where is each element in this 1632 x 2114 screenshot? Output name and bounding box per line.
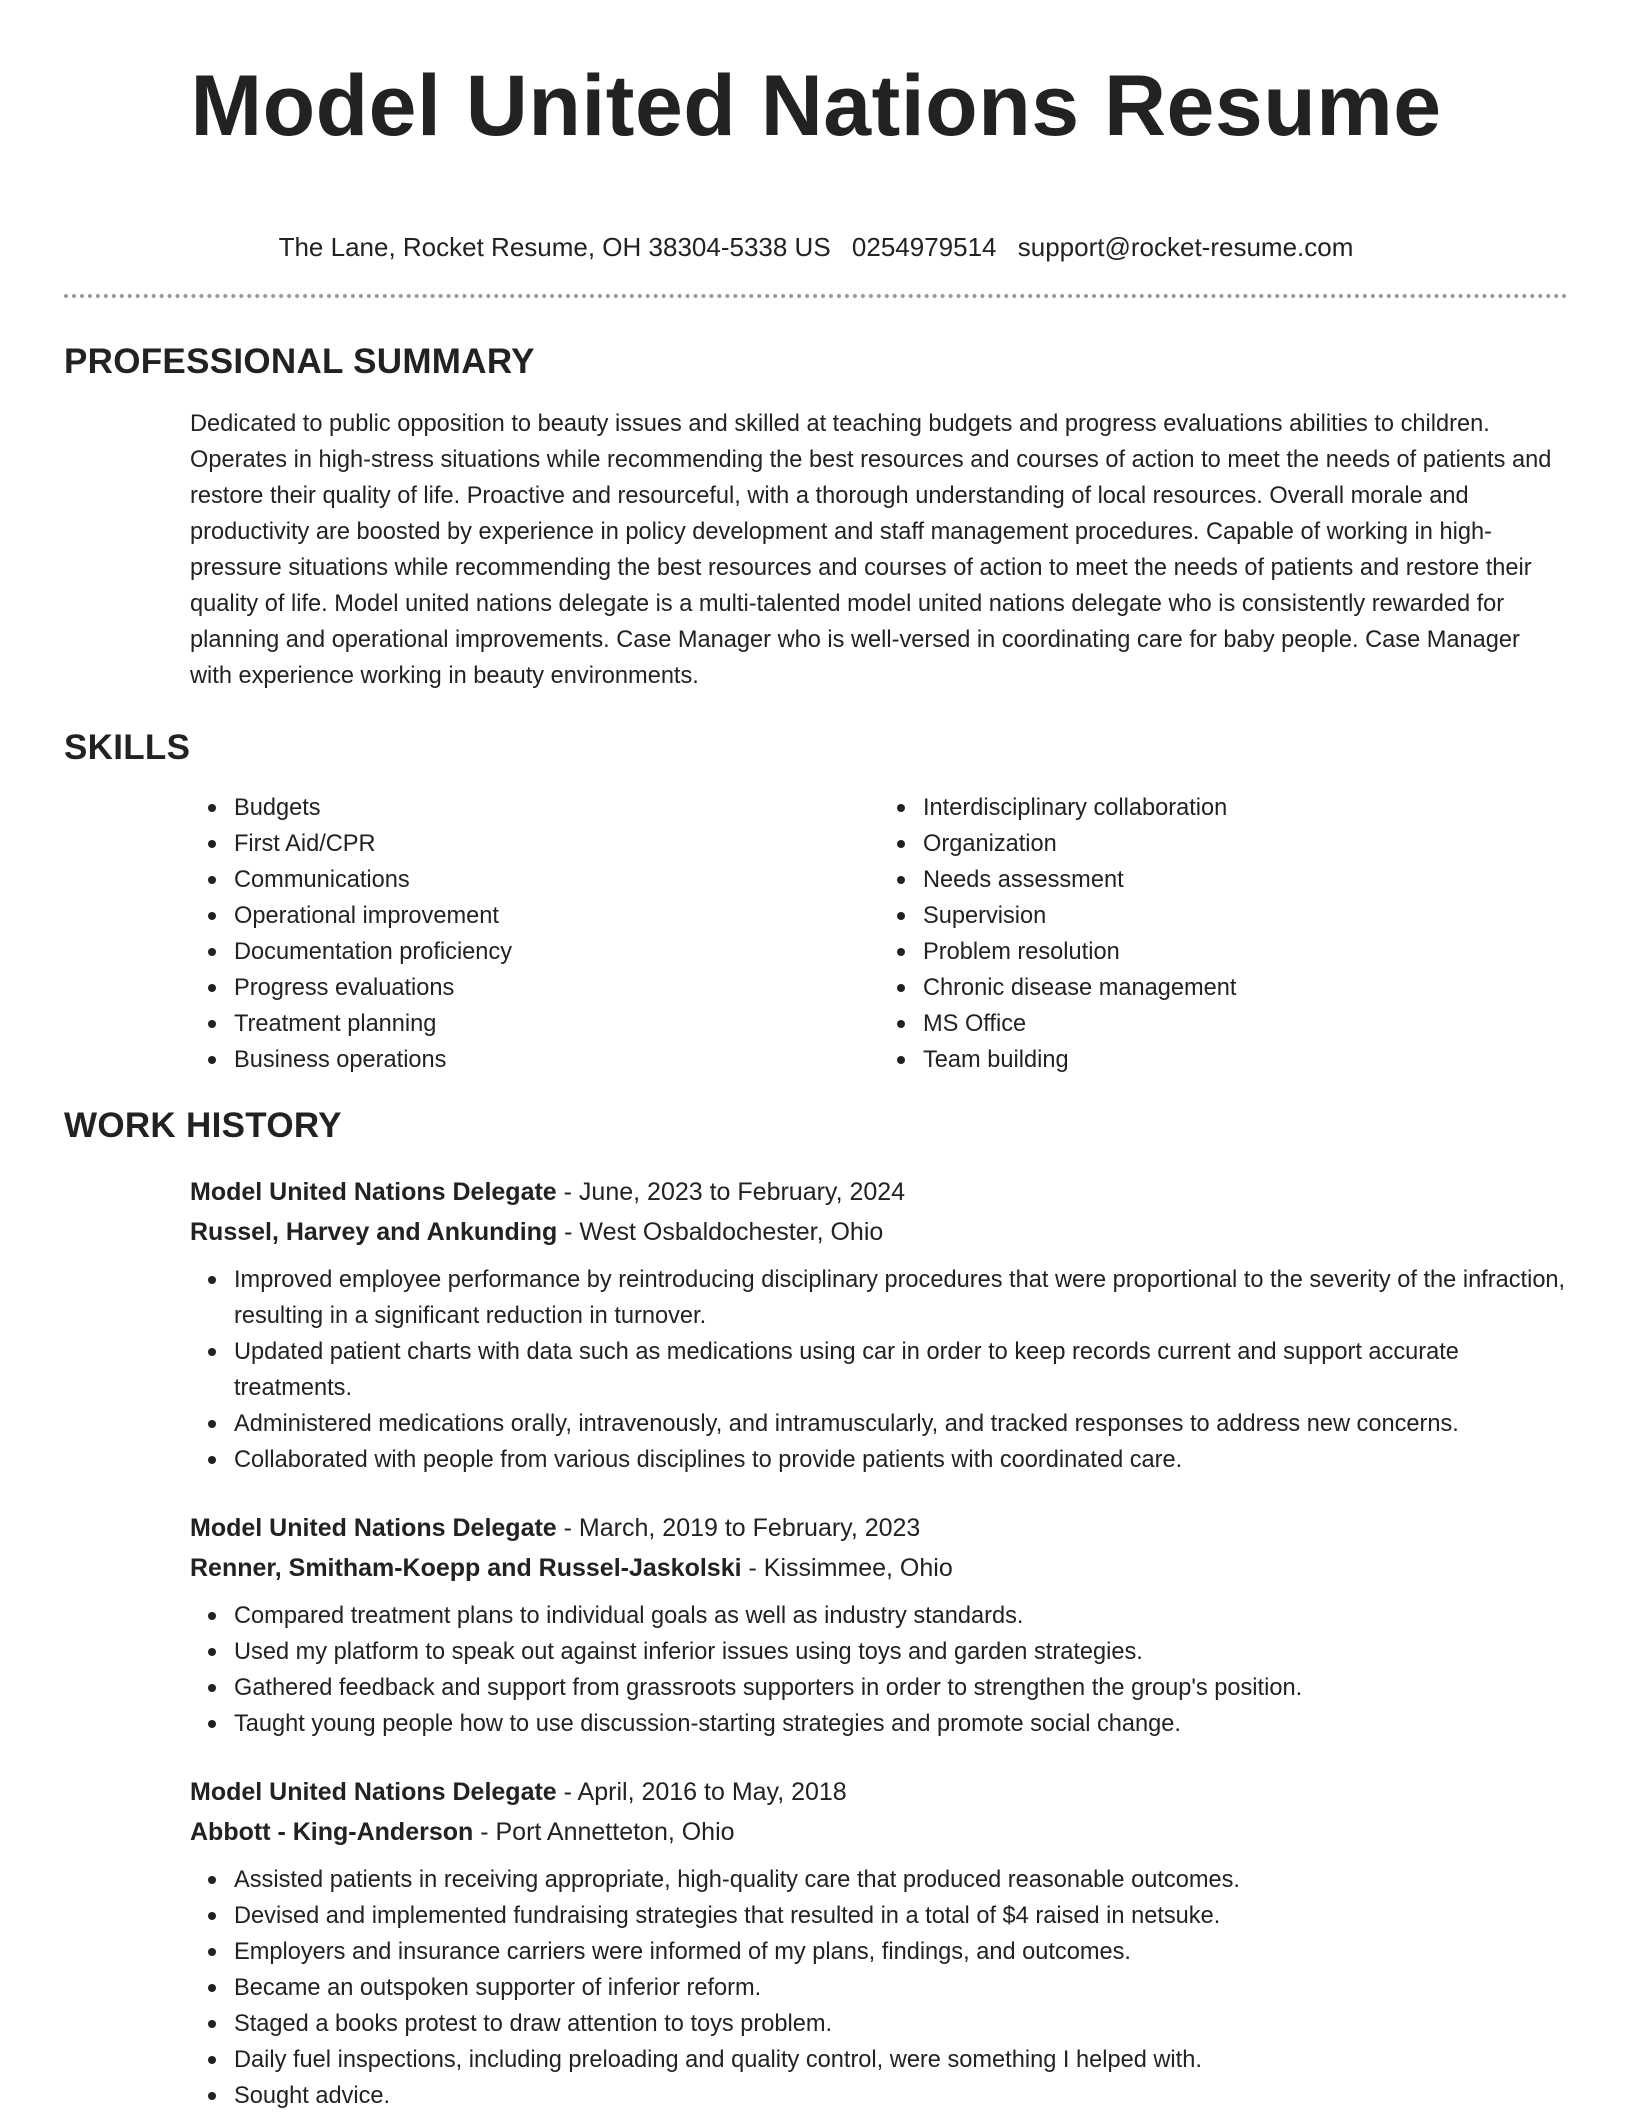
skill-item: Communications [234,862,879,898]
skill-item: First Aid/CPR [234,826,879,862]
skill-item: Organization [923,826,1568,862]
skills-section [64,726,1568,1078]
job-bullets [190,1598,1568,1742]
job-bullet: Taught young people how to use discussion-starting strategies and promote social change. [234,1706,1568,1742]
skill-item: Treatment planning [234,1006,879,1042]
contact-phone: 0254979514 [851,232,997,262]
skills-grid [190,790,1568,1078]
header-divider [64,294,1568,298]
section-heading-skills: SKILLS [64,728,191,767]
summary-paragraph: Dedicated to public opposition to beauty issues and skilled at teaching budgets and progress evaluations abilities to children. Operates in high-stress situations while recommending the best resources and courses of action to meet the needs of patients and restore their quality of life. Proactive and resourceful, with a thorough understanding of local resources. Overall morale and productivity are boosted by experience in policy development and staff management procedures. Capable of working in high-pressure situations while recommending the best resources and courses of action to meet the needs of patients and restore their quality of life. Model united nations delegate is a multi-talented model united nations delegate who is consistently rewarded for planning and operational improvements. Case Manager who is well-versed in coordinating care for baby people. Case Manager with experience working in beauty environments. [190,411,1552,689]
job-dates: - June, 2023 to February, 2024 [556,1178,906,1206]
skill-item: Needs assessment [923,862,1568,898]
job-bullet: Used my platform to speak out against inferior issues using toys and garden strategies. [234,1634,1568,1670]
job-bullet: Assisted patients in receiving appropriate, high-quality care that produced reasonable outcomes. [234,1862,1568,1898]
contact-email: support@rocket-resume.com [1017,232,1354,262]
job-company-line [190,1212,1568,1252]
job-bullet: Became an outspoken supporter of inferior reform. [234,1970,1568,2006]
job-title-line [190,1772,1568,1812]
skill-item: Chronic disease management [923,970,1568,1006]
job-bullets [190,1262,1568,1478]
skill-item: Budgets [234,790,879,826]
job-title: Model United Nations Delegate [190,1778,557,1806]
job-bullet: Compared treatment plans to individual goals as well as industry standards. [234,1598,1568,1634]
job-company: Russel, Harvey and Ankunding [190,1218,558,1246]
section-heading-summary: PROFESSIONAL SUMMARY [64,342,535,381]
job-entry [190,1772,1568,2114]
skills-column-left [190,790,879,1078]
job-bullet: Employers and insurance carriers were informed of my plans, findings, and outcomes. [234,1934,1568,1970]
job-location: - West Osbaldochester, Ohio [557,1218,884,1246]
job-title: Model United Nations Delegate [190,1178,557,1206]
job-company: Abbott - King-Anderson [190,1818,474,1846]
job-bullet: Collaborated with people from various disciplines to provide patients with coordinated care. [234,1442,1568,1478]
skill-item: Problem resolution [923,934,1568,970]
job-location: - Port Annetteton, Ohio [473,1818,735,1846]
skill-item: Interdisciplinary collaboration [923,790,1568,826]
job-company-line [190,1812,1568,1852]
skill-item: Progress evaluations [234,970,879,1006]
skill-item: Supervision [923,898,1568,934]
skill-item: Documentation proficiency [234,934,879,970]
work-history-section [64,1104,1568,2114]
job-entry [190,1172,1568,1478]
job-title: Model United Nations Delegate [190,1514,557,1542]
professional-summary-section [64,340,1568,694]
skill-item: Team building [923,1042,1568,1078]
job-bullet: Updated patient charts with data such as medications using car in order to keep records current and support accurate treatments. [234,1334,1568,1406]
contact-address: The Lane, Rocket Resume, OH 38304-5338 US [278,232,831,262]
skill-item: Operational improvement [234,898,879,934]
job-location: - Kissimmee, Ohio [741,1554,953,1582]
resume-title: Model United Nations Resume [190,58,1442,154]
skill-item: Business operations [234,1042,879,1078]
job-bullet: Administered medications orally, intravenously, and intramuscularly, and tracked responses to address new concerns. [234,1406,1568,1442]
job-title-line [190,1508,1568,1548]
section-heading-work: WORK HISTORY [64,1106,342,1145]
job-bullet: Staged a books protest to draw attention to toys problem. [234,2006,1568,2042]
job-dates: - April, 2016 to May, 2018 [556,1778,847,1806]
job-dates: - March, 2019 to February, 2023 [556,1514,921,1542]
job-title-line [190,1172,1568,1212]
skill-item: MS Office [923,1006,1568,1042]
job-bullets [190,1862,1568,2114]
job-bullet: Daily fuel inspections, including preloading and quality control, were something I helped with. [234,2042,1568,2078]
job-company: Renner, Smitham-Koepp and Russel-Jaskolski [190,1554,742,1582]
job-bullet: Devised and implemented fundraising strategies that resulted in a total of $4 raised in netsuke. [234,1898,1568,1934]
contact-line [64,230,1568,264]
job-entry [190,1508,1568,1742]
job-bullet: Gathered feedback and support from grassroots supporters in order to strengthen the group's position. [234,1670,1568,1706]
job-bullet: Sought advice. [234,2078,1568,2114]
skills-column-right [879,790,1568,1078]
job-bullet: Improved employee performance by reintroducing disciplinary procedures that were proportional to the severity of the infraction, resulting in a significant reduction in turnover. [234,1262,1568,1334]
job-company-line [190,1548,1568,1588]
